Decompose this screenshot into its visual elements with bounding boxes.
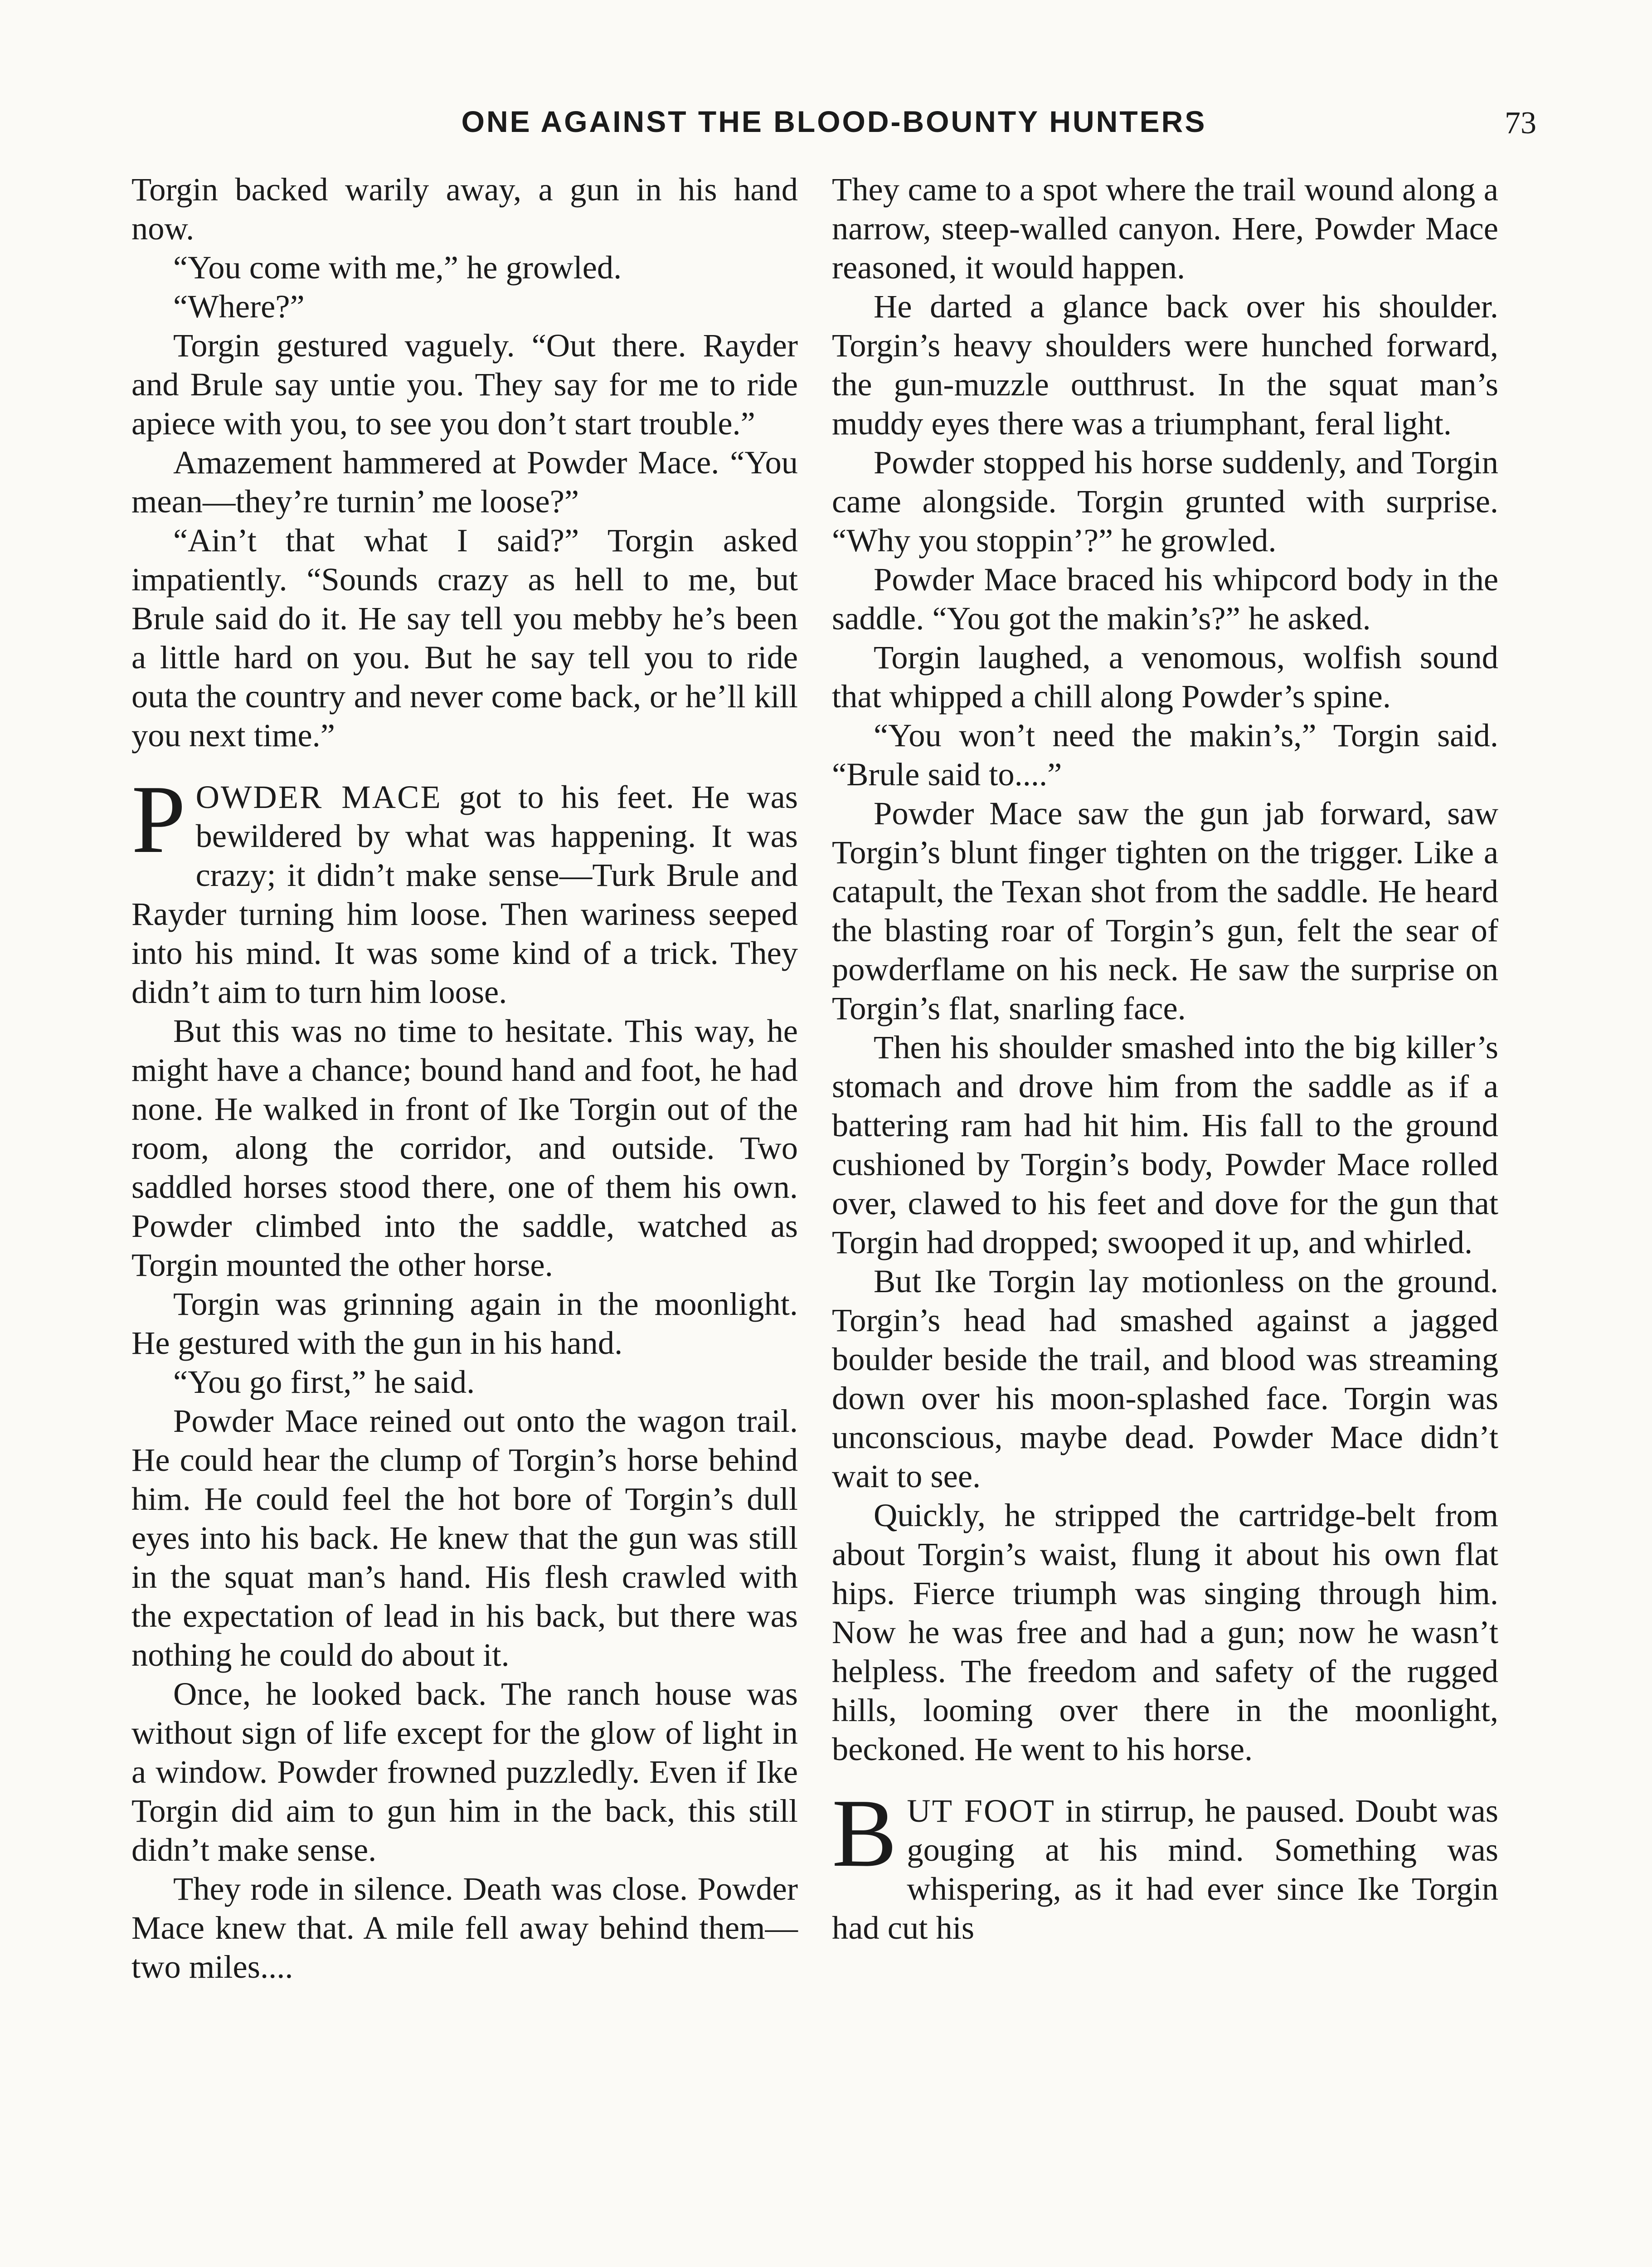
small-caps-lead: UT FOOT xyxy=(907,1792,1055,1829)
paragraph: But Ike Torgin lay motionless on the ground. Torgin’s head had smashed against a jagged boulder beside the trail, and blood was streaming down over his moon-splashed face. Torgin was unconscious, maybe dead. Powder Mace didn’t wait to see. xyxy=(832,1263,1498,1494)
drop-cap: P xyxy=(131,765,186,873)
paragraph: But this was no time to hesitate. This way, he might have a chance; bound hand and foot, he had none. He walked in front of Ike Torgin out of the room, along the corridor, and outside. Two saddled horses stood there, one of them his own. Powder climbed into the saddle, watched as Torgin mounted the other horse. xyxy=(131,1012,798,1283)
paragraph: “Ain’t that what I said?” Torgin asked impatiently. “Sounds crazy as hell to me, but Brule said do it. He say tell you mebby he’s been a little hard on you. But he say tell you to ride outa the country and never come back, or he’ll kill you next time.” xyxy=(131,522,798,754)
paragraph: Powder Mace reined out onto the wagon trail. He could hear the clump of Torgin’s horse behind him. He could feel the hot bore of Torgin’s dull eyes into his back. He knew that the gun was still in the squat man’s hand. His flesh crawled with the expectation of lead in his back, but there was nothing he could do about it. xyxy=(131,1402,798,1673)
paragraph: “You go first,” he said. xyxy=(173,1363,475,1400)
section-opening-paragraph xyxy=(131,765,798,1012)
running-title: ONE AGAINST THE BLOOD-BOUNTY HUNTERS xyxy=(461,105,1207,138)
paragraph: Torgin laughed, a venomous, wolfish sound that whipped a chill along Powder’s spine. xyxy=(832,639,1498,715)
paragraph: Powder Mace braced his whipcord body in the saddle. “You got the makin’s?” he asked. xyxy=(832,561,1498,637)
paragraph: “You won’t need the makin’s,” Torgin said. “Brule said to....” xyxy=(832,717,1498,793)
paragraph: “Where?” xyxy=(173,288,305,325)
paragraph: Torgin gestured vaguely. “Out there. Rayder and Brule say untie you. They say for me to ride apiece with you, to see you don’t start trouble.” xyxy=(131,327,798,442)
running-header xyxy=(131,104,1536,163)
paragraph: They rode in silence. Death was close. Powder Mace knew that. A mile fell away behind them—two miles.... xyxy=(131,1870,798,1985)
paragraph: Torgin was grinning again in the moonlight. He gestured with the gun in his hand. xyxy=(131,1285,798,1361)
paragraph: Torgin backed warily away, a gun in his hand now. xyxy=(131,171,798,247)
paragraph: Powder Mace saw the gun jab forward, saw Torgin’s blunt finger tighten on the trigger. Like a catapult, the Texan shot from the saddle. He heard the blasting roar of Torgin’s gun, felt the sear of powderflame on his neck. He saw the surprise on Torgin’s flat, snarling face. xyxy=(832,795,1498,1026)
paragraph: Powder stopped his horse suddenly, and Torgin came alongside. Torgin grunted with surprise. “Why you stoppin’?” he growled. xyxy=(832,444,1498,559)
paragraph: Then his shoulder smashed into the big killer’s stomach and drove him from the saddle as if a battering ram had hit him. His fall to the ground cushioned by Torgin’s body, Powder Mace rolled over, clawed to his feet and dove for the gun that Torgin had dropped; swooped it up, and whirled. xyxy=(832,1029,1498,1260)
drop-cap: B xyxy=(832,1779,897,1887)
small-caps-lead: OWDER MACE xyxy=(195,778,442,815)
page-number: 73 xyxy=(1505,106,1536,141)
paragraph: Quickly, he stripped the cartridge-belt from about Torgin’s waist, flung it about his own flat hips. Fierce triumph was singing through him. Now he was free and had a gun; now he wasn’t helpless. The freedom and safety of the rugged hills, looming over there in the moonlight, beckoned. He went to his horse. xyxy=(832,1497,1498,1767)
left-text-column xyxy=(131,170,798,1986)
paragraph: He darted a glance back over his shoulder. Torgin’s heavy shoulders were hunched forward, the gun-muzzle outthrust. In the squat man’s muddy eyes there was a triumphant, feral light. xyxy=(832,288,1498,442)
paragraph: They came to a spot where the trail wound along a narrow, steep-walled canyon. Here, Powder Mace reasoned, it would happen. xyxy=(832,171,1498,286)
paragraph-text: in stirrup, he paused. Doubt was gouging at his mind. Something was whispering, as it had ever since Ike Torgin had cut his xyxy=(832,1792,1499,1946)
paragraph: Once, he looked back. The ranch house was without sign of life except for the glow of light in a window. Powder frowned puzzledly. Even if Ike Torgin did aim to gun him in the back, this still didn’t make sense. xyxy=(131,1675,798,1868)
paragraph-text: got to his feet. He was bewildered by what was happening. It was crazy; it didn’t make sense—Turk Brule and Rayder turning him loose. Then wariness seeped into his mind. It was some kind of a trick. They didn’t aim to turn him loose. xyxy=(131,778,798,1010)
paragraph: Amazement hammered at Powder Mace. “You mean—they’re turnin’ me loose?” xyxy=(131,444,798,520)
paragraph: “You come with me,” he growled. xyxy=(173,249,622,286)
section-opening-paragraph xyxy=(832,1779,1499,1947)
right-text-column xyxy=(832,170,1498,1947)
